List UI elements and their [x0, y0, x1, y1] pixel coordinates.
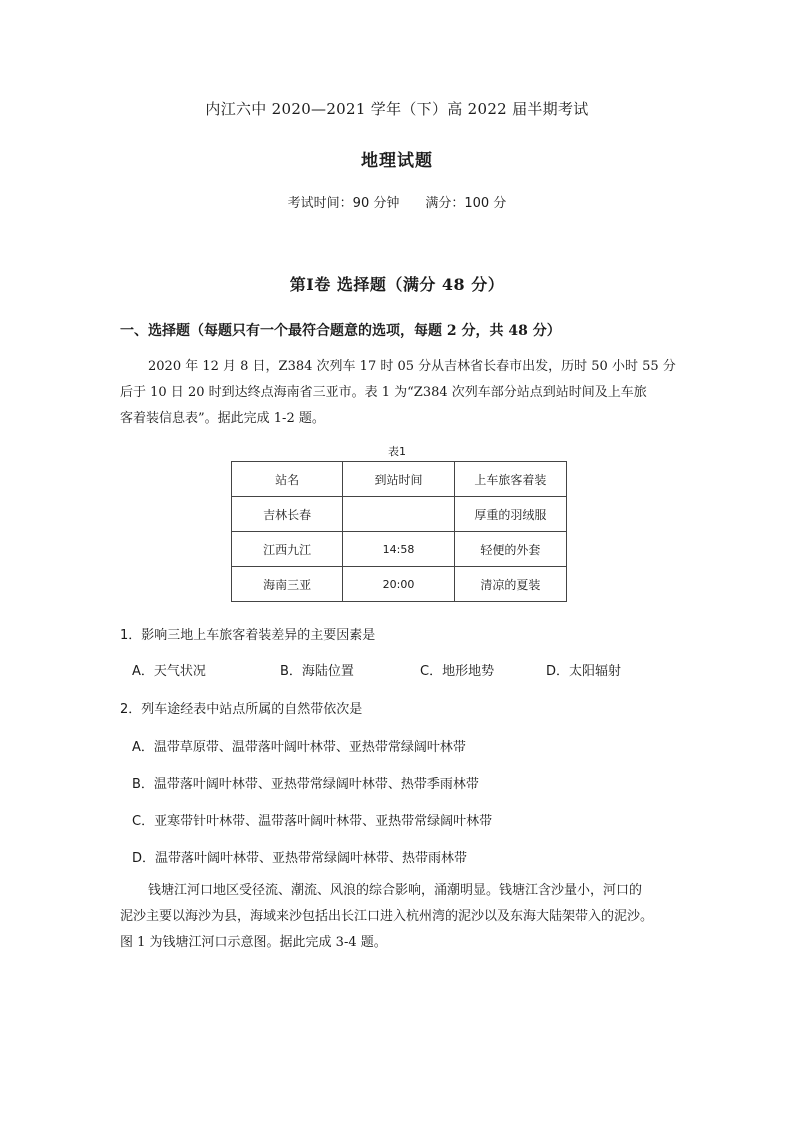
table-cell: 海南三亚 [232, 567, 343, 602]
passage-2-line: 图 1 为钱塘江河口示意图。据此完成 3-4 题。 [120, 935, 387, 950]
passage-1-line: 2020 年 12 月 8 日，Z384 次列车 17 时 05 分从吉林省长春市出发，历时 50 小时 55 分 [148, 359, 676, 374]
question-2-stem: 2．列车途经表中站点所属的自然带依次是 [120, 702, 363, 717]
exam-title: 内江六中 2020—2021 学年（下）高 2022 届半期考试 [205, 100, 589, 118]
full-score: 满分：100 分 [425, 196, 507, 211]
exam-time: 考试时间：90 分钟 [287, 196, 400, 211]
table-row [232, 567, 567, 602]
station-table [231, 461, 567, 602]
table-row [232, 532, 567, 567]
passage-1-line: 客着装信息表”。据此完成 1-2 题。 [120, 411, 325, 426]
question-2-option-c: C．亚寒带针叶林带、温带落叶阔叶林带、亚热带常绿阔叶林带 [132, 814, 493, 829]
part-title: 第Ⅰ卷 选择题（满分 48 分） [289, 275, 505, 294]
question-1-option-b: B．海陆位置 [280, 664, 354, 679]
question-1-options [132, 660, 692, 680]
passage-2 [120, 878, 680, 956]
question-1-option-c: C．地形地势 [420, 664, 495, 679]
table-cell: 14:58 [343, 532, 454, 567]
table-cell: 厚重的羽绒服 [454, 497, 566, 532]
table-cell: 轻便的外套 [454, 532, 566, 567]
table-header-cell: 上车旅客着装 [454, 462, 566, 497]
table-header-cell: 到站时间 [343, 462, 454, 497]
table-cell: 20:00 [343, 567, 454, 602]
question-2-option-b: B．温带落叶阔叶林带、亚热带常绿阔叶林带、热带季雨林带 [132, 777, 479, 792]
passage-1-line: 后于 10 日 20 时到达终点海南省三亚市。表 1 为“Z384 次列车部分站点到站时间及上车旅 [120, 385, 647, 400]
table-caption: 表1 [388, 445, 406, 458]
passage-1 [120, 354, 680, 432]
table-cell: 吉林长春 [232, 497, 343, 532]
passage-2-line: 钱塘江河口地区受径流、潮流、风浪的综合影响，涌潮明显。钱塘江含沙量小，河口的 [148, 883, 643, 898]
question-1-stem: 1．影响三地上车旅客着装差异的主要因素是 [120, 628, 376, 643]
table-row [232, 497, 567, 532]
question-1-option-a: A．天气状况 [132, 664, 206, 679]
table-header-row [232, 462, 567, 497]
table-cell [343, 497, 454, 532]
subject-title: 地理试题 [361, 151, 433, 171]
question-2-option-d: D．温带落叶阔叶林带、亚热带常绿阔叶林带、热带雨林带 [132, 851, 468, 866]
table-cell: 江西九江 [232, 532, 343, 567]
question-2-option-a: A．温带草原带、温带落叶阔叶林带、亚热带常绿阔叶林带 [132, 740, 466, 755]
question-1-option-d: D．太阳辐射 [546, 664, 622, 679]
passage-2-line: 泥沙主要以海沙为县，海域来沙包括出长江口进入杭州湾的泥沙以及东海大陆架带入的泥沙。 [120, 909, 654, 924]
table-header-cell: 站名 [232, 462, 343, 497]
exam-info [0, 192, 794, 211]
section-heading: 一、选择题（每题只有一个最符合题意的选项，每题 2 分，共 48 分） [120, 323, 561, 339]
table-cell: 清凉的夏装 [454, 567, 566, 602]
